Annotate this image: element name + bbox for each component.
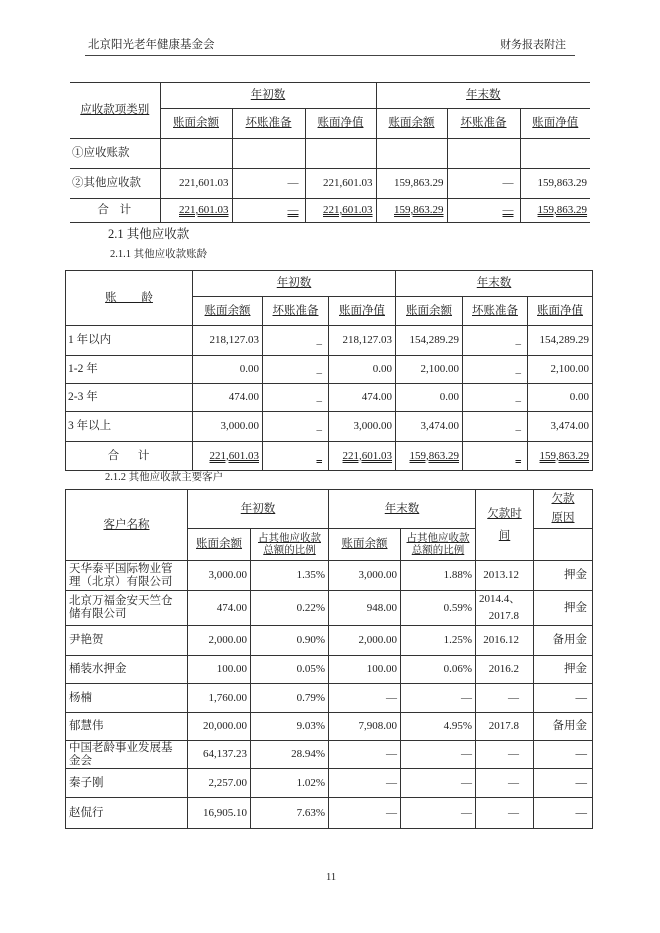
arrears-reason-header <box>534 490 593 529</box>
arrears-reason-label: 欠款原因 <box>551 493 575 524</box>
end-bad-debt-cell: _ <box>463 412 528 442</box>
end-book-balance-cell: 154,289.29 <box>396 326 463 356</box>
begin-net-value-cell: 0.00 <box>329 356 396 384</box>
begin-period-label: 年初数 <box>250 89 286 101</box>
table-row <box>66 769 593 798</box>
customer-name-cell: 桶装水押金 <box>66 656 188 684</box>
begin-ratio-cell: 9.03% <box>251 713 329 741</box>
major-customers-table <box>65 489 593 829</box>
end-book-balance-cell: 3,474.00 <box>396 412 463 442</box>
table-body <box>66 326 593 471</box>
end-period-label: 年末数 <box>384 502 420 515</box>
end-net-value-cell: 2,100.00 <box>528 356 593 384</box>
begin-net-value-cell: 221,601.03 <box>305 169 376 199</box>
begin-period-header <box>193 271 396 297</box>
begin-net-value-cell: 218,127.03 <box>329 326 396 356</box>
sub-header-label: 账面余额 <box>173 117 219 129</box>
begin-book-balance-cell: 2,257.00 <box>188 769 251 798</box>
begin-ratio-cell: 1.02% <box>251 769 329 798</box>
end-book-balance-cell: 159,863.29 <box>396 442 463 471</box>
begin-book-balance-cell: 3,000.00 <box>188 561 251 591</box>
table-row <box>66 741 593 769</box>
arrears-time-cell: — <box>476 798 534 829</box>
section-heading-2-1-1: 2.1.1 其他应收款账龄 <box>110 249 208 260</box>
sub-header-label: 坏账准备 <box>460 117 507 129</box>
row-label: 1-2 年 <box>66 356 193 384</box>
begin-period-header <box>188 490 329 529</box>
sub-header-label: 坏账准备 <box>272 304 319 317</box>
sub-header-label: 账面余额 <box>388 117 435 129</box>
sub-header-begin-book-balance <box>188 529 251 561</box>
sub-header-begin-net-value <box>305 109 376 139</box>
customer-name-label: 客户名称 <box>103 518 150 531</box>
arrears-time-cell: — <box>476 741 534 769</box>
sub-header-end-ratio <box>401 529 476 561</box>
arrears-reason-cell: 备用金 <box>534 626 593 656</box>
end-book-balance-cell: — <box>329 741 401 769</box>
sub-header-label: 账面净值 <box>339 304 385 317</box>
end-net-value-cell <box>520 139 590 169</box>
end-ratio-cell: — <box>401 798 476 829</box>
customer-name-cell: 中国老龄事业发展基金会 <box>66 741 188 769</box>
begin-ratio-cell: 0.79% <box>251 684 329 713</box>
sub-header-label: 坏账准备 <box>472 304 519 317</box>
table-row <box>70 169 590 199</box>
begin-book-balance-cell: 221,601.03 <box>160 199 232 223</box>
begin-bad-debt-cell: _ <box>263 356 329 384</box>
customer-name-cell: 赵侃行 <box>66 798 188 829</box>
begin-book-balance-cell: 2,000.00 <box>188 626 251 656</box>
begin-book-balance-cell: 3,000.00 <box>193 412 263 442</box>
customer-name-cell: 尹艳贺 <box>66 626 188 656</box>
row-label: 1 年以内 <box>66 326 193 356</box>
receivables-category-table <box>70 82 590 223</box>
sub-header-begin-net-value <box>329 297 396 326</box>
sub-header-label: 账面余额 <box>341 538 388 550</box>
sub-header-end-book-balance <box>376 109 447 139</box>
end-ratio-cell: — <box>401 684 476 713</box>
begin-book-balance-cell: 221,601.03 <box>160 169 232 199</box>
section-heading-2-1-2: 2.1.2 其他应收款主要客户 <box>105 472 224 483</box>
arrears-reason-cell: — <box>534 769 593 798</box>
begin-net-value-cell: 221,601.03 <box>305 199 376 223</box>
table-row <box>66 713 593 741</box>
arrears-time-cell: 2016.2 <box>476 656 534 684</box>
table-row <box>66 561 593 591</box>
begin-bad-debt-cell: _ <box>263 442 329 471</box>
customer-name-cell: 北京万福金安天竺仓储有限公司 <box>66 591 188 626</box>
header-row <box>70 83 590 109</box>
end-book-balance-cell: 0.00 <box>396 384 463 412</box>
aging-header-label: 账 龄 <box>105 291 153 304</box>
begin-bad-debt-cell <box>232 139 305 169</box>
end-book-balance-cell: 159,863.29 <box>376 169 447 199</box>
row-label: ②其他应收款 <box>70 169 160 199</box>
begin-bad-debt-cell: _ <box>263 384 329 412</box>
begin-bad-debt-cell: _ <box>263 412 329 442</box>
end-bad-debt-cell: _ <box>463 326 528 356</box>
customer-name-cell: 郁慧伟 <box>66 713 188 741</box>
page-number: 11 <box>326 872 337 883</box>
sub-header-begin-bad-debt <box>232 109 305 139</box>
customer-name-cell: 杨楠 <box>66 684 188 713</box>
document-section-title: 财务报表附注 <box>500 39 566 51</box>
end-net-value-cell: 154,289.29 <box>528 326 593 356</box>
begin-book-balance-cell: 20,000.00 <box>188 713 251 741</box>
arrears-reason-cell: 押金 <box>534 656 593 684</box>
arrears-reason-cell: 押金 <box>534 591 593 626</box>
begin-book-balance-cell: 474.00 <box>193 384 263 412</box>
receivables-aging-table <box>65 270 593 471</box>
arrears-time-label: 欠款时间 <box>487 508 522 542</box>
sub-header-begin-book-balance <box>193 297 263 326</box>
end-period-label: 年末数 <box>476 277 512 289</box>
end-period-header <box>396 271 593 297</box>
customer-name-header <box>66 490 188 561</box>
end-ratio-cell: 4.95% <box>401 713 476 741</box>
arrears-time-cell: — <box>476 769 534 798</box>
sub-header-label: 占其他应收款总额的比例 <box>406 532 470 556</box>
end-ratio-cell: 0.59% <box>401 591 476 626</box>
end-net-value-cell: 159,863.29 <box>528 442 593 471</box>
sub-header-end-book-balance <box>396 297 463 326</box>
end-ratio-cell: 1.25% <box>401 626 476 656</box>
row-label: 2-3 年 <box>66 384 193 412</box>
table-row <box>66 684 593 713</box>
end-book-balance-cell: 3,000.00 <box>329 561 401 591</box>
section-heading-2-1: 2.1 其他应收款 <box>108 227 190 241</box>
total-row <box>66 442 593 471</box>
begin-book-balance-cell: 100.00 <box>188 656 251 684</box>
end-bad-debt-cell: _ <box>463 442 528 471</box>
category-header-label: 应收款项类别 <box>80 104 150 116</box>
row-label: 3 年以上 <box>66 412 193 442</box>
end-ratio-cell: — <box>401 741 476 769</box>
row-label: ①应收账款 <box>70 139 160 169</box>
table-row <box>66 326 593 356</box>
begin-ratio-cell: 1.35% <box>251 561 329 591</box>
total-label: 合 计 <box>70 199 160 223</box>
begin-ratio-cell: 0.90% <box>251 626 329 656</box>
arrears-time-cell: 2014.4、 2017.8 <box>476 591 534 626</box>
arrears-reason-subheader-empty <box>534 529 593 561</box>
sub-header-begin-bad-debt <box>263 297 329 326</box>
table-body <box>70 139 590 223</box>
header-row <box>66 271 593 297</box>
end-book-balance-cell: 100.00 <box>329 656 401 684</box>
arrears-reason-cell: — <box>534 798 593 829</box>
begin-period-header <box>160 83 376 109</box>
table-row <box>66 656 593 684</box>
arrears-time-cell: 2016.12 <box>476 626 534 656</box>
end-book-balance-cell <box>376 139 447 169</box>
end-book-balance-cell: — <box>329 684 401 713</box>
total-row <box>70 199 590 223</box>
total-label: 合 计 <box>66 442 193 471</box>
arrears-reason-cell: 备用金 <box>534 713 593 741</box>
begin-period-label: 年初数 <box>276 277 312 289</box>
arrears-time-cell: 2017.8 <box>476 713 534 741</box>
end-ratio-cell: 1.88% <box>401 561 476 591</box>
sub-header-end-bad-debt <box>447 109 520 139</box>
sub-header-begin-ratio <box>251 529 329 561</box>
table-row <box>66 356 593 384</box>
begin-period-label: 年初数 <box>240 502 276 515</box>
begin-book-balance-cell: 218,127.03 <box>193 326 263 356</box>
begin-ratio-cell: 7.63% <box>251 798 329 829</box>
end-book-balance-cell: — <box>329 769 401 798</box>
end-bad-debt-cell: — <box>447 199 520 223</box>
end-period-header <box>376 83 590 109</box>
header-row <box>66 490 593 529</box>
begin-book-balance-cell: 474.00 <box>188 591 251 626</box>
begin-ratio-cell: 28.94% <box>251 741 329 769</box>
sub-header-begin-book-balance <box>160 109 232 139</box>
sub-header-end-net-value <box>520 109 590 139</box>
header-rule <box>85 55 575 56</box>
table-row <box>66 798 593 829</box>
end-book-balance-cell: 948.00 <box>329 591 401 626</box>
table-row <box>66 384 593 412</box>
begin-book-balance-cell: 64,137.23 <box>188 741 251 769</box>
end-book-balance-cell: 2,000.00 <box>329 626 401 656</box>
end-bad-debt-cell: — <box>447 169 520 199</box>
begin-net-value-cell: 3,000.00 <box>329 412 396 442</box>
end-period-header <box>329 490 476 529</box>
end-period-label: 年末数 <box>466 89 501 101</box>
begin-book-balance-cell: 1,760.00 <box>188 684 251 713</box>
sub-header-label: 账面净值 <box>532 117 579 129</box>
customer-name-cell: 天华泰平国际物业管理（北京）有限公司 <box>66 561 188 591</box>
arrears-reason-cell: — <box>534 684 593 713</box>
arrears-time-cell: — <box>476 684 534 713</box>
table-body <box>66 561 593 829</box>
begin-book-balance-cell: 16,905.10 <box>188 798 251 829</box>
arrears-reason-cell: 押金 <box>534 561 593 591</box>
end-book-balance-cell: 7,908.00 <box>329 713 401 741</box>
begin-bad-debt-cell: _ <box>263 326 329 356</box>
category-header <box>70 83 160 139</box>
table-row <box>70 139 590 169</box>
begin-net-value-cell: 474.00 <box>329 384 396 412</box>
arrears-reason-cell: — <box>534 741 593 769</box>
end-bad-debt-cell: _ <box>463 384 528 412</box>
sub-header-label: 占其他应收款总额的比例 <box>258 532 321 556</box>
sub-header-end-bad-debt <box>463 297 528 326</box>
end-book-balance-cell: 159,863.29 <box>376 199 447 223</box>
end-net-value-cell: 0.00 <box>528 384 593 412</box>
aging-header <box>66 271 193 326</box>
sub-header-label: 坏账准备 <box>245 117 292 129</box>
begin-book-balance-cell: 221,601.03 <box>193 442 263 471</box>
customer-name-cell: 秦子刚 <box>66 769 188 798</box>
arrears-time-header <box>476 490 534 561</box>
sub-header-label: 账面净值 <box>537 304 584 317</box>
begin-net-value-cell <box>305 139 376 169</box>
begin-bad-debt-cell: — <box>232 169 305 199</box>
arrears-time-cell: 2013.12 <box>476 561 534 591</box>
sub-header-end-net-value <box>528 297 593 326</box>
table-row <box>66 412 593 442</box>
organization-name: 北京阳光老年健康基金会 <box>88 39 215 51</box>
begin-book-balance-cell <box>160 139 232 169</box>
sub-header-end-book-balance <box>329 529 401 561</box>
end-ratio-cell: — <box>401 769 476 798</box>
sub-header-label: 账面余额 <box>196 538 242 550</box>
end-net-value-cell: 159,863.29 <box>520 169 590 199</box>
end-net-value-cell: 3,474.00 <box>528 412 593 442</box>
end-book-balance-cell: — <box>329 798 401 829</box>
end-bad-debt-cell: _ <box>463 356 528 384</box>
begin-ratio-cell: 0.05% <box>251 656 329 684</box>
begin-book-balance-cell: 0.00 <box>193 356 263 384</box>
begin-ratio-cell: 0.22% <box>251 591 329 626</box>
end-book-balance-cell: 2,100.00 <box>396 356 463 384</box>
end-bad-debt-cell <box>447 139 520 169</box>
sub-header-label: 账面净值 <box>317 117 364 129</box>
table-row <box>66 591 593 626</box>
end-ratio-cell: 0.06% <box>401 656 476 684</box>
end-net-value-cell: 159,863.29 <box>520 199 590 223</box>
begin-net-value-cell: 221,601.03 <box>329 442 396 471</box>
sub-header-label: 账面余额 <box>406 304 453 317</box>
table-row <box>66 626 593 656</box>
sub-header-label: 账面余额 <box>204 304 251 317</box>
begin-bad-debt-cell: — <box>232 199 305 223</box>
